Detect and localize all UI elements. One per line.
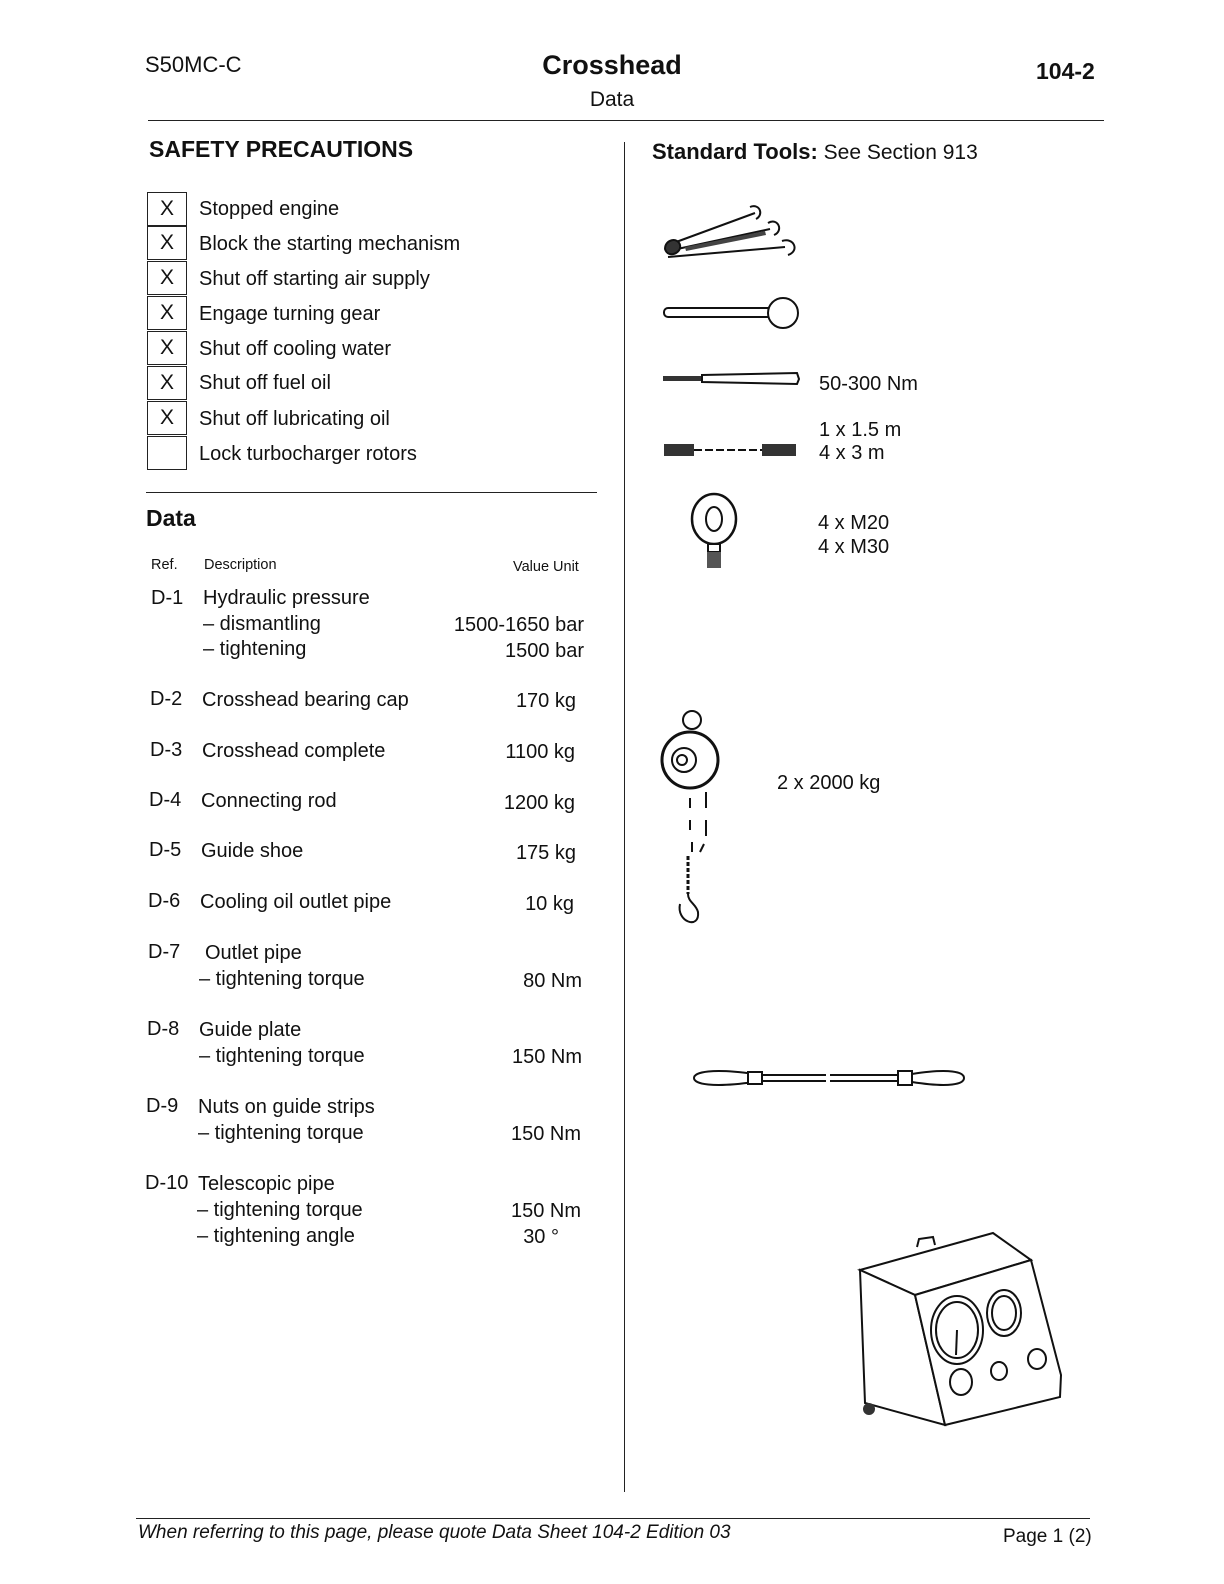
col-value-header: Value Unit	[513, 559, 579, 575]
torque-wrench-icon	[662, 370, 802, 388]
section-rule	[146, 492, 597, 493]
footer-note: When referring to this page, please quote Data Sheet 104-2 Edition 03	[138, 1522, 731, 1543]
row-ref: D-9	[146, 1095, 179, 1117]
col-desc-header: Description	[204, 557, 277, 573]
tools-title	[652, 139, 978, 165]
row-ref: D-5	[149, 839, 182, 861]
row-desc: Crosshead bearing cap	[202, 689, 409, 711]
eye-bolt-icon	[688, 492, 740, 572]
row-desc: Guide shoe	[201, 840, 304, 862]
page-title: Crosshead	[542, 50, 682, 80]
row-desc: Connecting rod	[201, 790, 337, 812]
footer-rule	[136, 1518, 1090, 1519]
row-ref: D-8	[147, 1018, 180, 1040]
torque-wrench-label: 50-300 Nm	[819, 373, 918, 395]
row-ref: D-10	[145, 1172, 189, 1194]
row-desc: – tightening	[203, 638, 307, 660]
col-ref-header: Ref.	[151, 557, 178, 573]
row-desc: – tightening angle	[197, 1225, 355, 1247]
column-divider	[624, 142, 625, 1492]
checkbox-turbocharger	[147, 436, 187, 470]
row-value: 150 Nm	[510, 1123, 581, 1145]
row-value: 150 Nm	[511, 1046, 582, 1068]
row-desc: Hydraulic pressure	[203, 587, 370, 609]
row-ref: D-1	[151, 587, 184, 609]
safety-item-label: Lock turbocharger rotors	[199, 443, 417, 465]
checkbox-block-starting: X	[147, 226, 187, 260]
row-value: 1500-1650 bar	[453, 614, 584, 636]
page-subtitle: Data	[589, 88, 635, 111]
eye-bolts-label-1: 4 x M20	[818, 512, 890, 534]
page-number: Page 1 (2)	[1003, 1526, 1092, 1547]
row-desc: Crosshead complete	[202, 740, 386, 762]
row-value: 150 Nm	[510, 1200, 581, 1222]
row-desc: Outlet pipe	[205, 942, 302, 964]
row-desc: – tightening torque	[197, 1199, 363, 1221]
wire-sling-icon	[692, 1066, 968, 1090]
row-ref: D-3	[150, 739, 183, 761]
row-ref: D-7	[148, 941, 181, 963]
eye-bolts-label-2: 4 x M30	[818, 536, 890, 558]
row-desc: – tightening torque	[198, 1122, 364, 1144]
row-value: 1200 kg	[503, 792, 575, 814]
row-value: 1100 kg	[505, 741, 575, 763]
safety-item-label: Shut off starting air supply	[199, 268, 430, 290]
row-value: 30 °	[523, 1226, 559, 1248]
checkbox-turning-gear: X	[147, 296, 187, 330]
slings-label-2: 4 x 3 m	[819, 442, 885, 464]
row-value: 175 kg	[515, 842, 576, 864]
safety-item-label: Shut off cooling water	[199, 338, 391, 360]
checkbox-cooling-water: X	[147, 331, 187, 365]
checkbox-fuel-oil: X	[147, 366, 187, 400]
row-desc: Nuts on guide strips	[198, 1096, 375, 1118]
sheet-number: 104-2	[1036, 58, 1095, 84]
row-ref: D-4	[149, 789, 182, 811]
row-value: 1500 bar	[505, 640, 584, 662]
safety-item-label: Block the starting mechanism	[199, 233, 461, 255]
row-desc: Telescopic pipe	[198, 1173, 335, 1195]
row-value: 170 kg	[515, 690, 576, 712]
checkbox-stopped-engine: X	[147, 192, 187, 226]
header-rule	[148, 120, 1104, 121]
row-desc: – dismantling	[203, 613, 321, 635]
spanners-icon	[660, 205, 805, 275]
row-desc: Cooling oil outlet pipe	[200, 891, 392, 913]
row-value: 10 kg	[525, 893, 574, 915]
tools-title-ref: See Section 913	[817, 141, 978, 164]
slings-icon	[662, 438, 802, 462]
tools-title-bold: Standard Tools:	[652, 139, 818, 164]
row-desc: – tightening torque	[199, 968, 365, 990]
slings-label-1: 1 x 1.5 m	[819, 419, 902, 441]
data-title: Data	[146, 505, 196, 531]
row-ref: D-6	[148, 890, 181, 912]
chain-block-label: 2 x 2000 kg	[777, 772, 881, 794]
row-desc: Guide plate	[199, 1019, 302, 1041]
safety-item-label: Stopped engine	[199, 198, 340, 220]
safety-item-label: Shut off fuel oil	[199, 372, 331, 394]
row-ref: D-2	[150, 688, 183, 710]
safety-item-label: Shut off lubricating oil	[199, 408, 390, 430]
row-desc: – tightening torque	[199, 1045, 365, 1067]
checkbox-lubricating-oil: X	[147, 401, 187, 435]
checkbox-starting-air: X	[147, 261, 187, 295]
hydraulic-pump-icon	[855, 1235, 1067, 1430]
row-value: 80 Nm	[523, 970, 582, 992]
safety-title: SAFETY PRECAUTIONS	[149, 136, 414, 162]
engine-model: S50MC-C	[145, 52, 242, 77]
chain-block-icon	[658, 708, 728, 930]
safety-item-label: Engage turning gear	[199, 303, 381, 325]
tommy-bar-icon	[662, 295, 802, 331]
